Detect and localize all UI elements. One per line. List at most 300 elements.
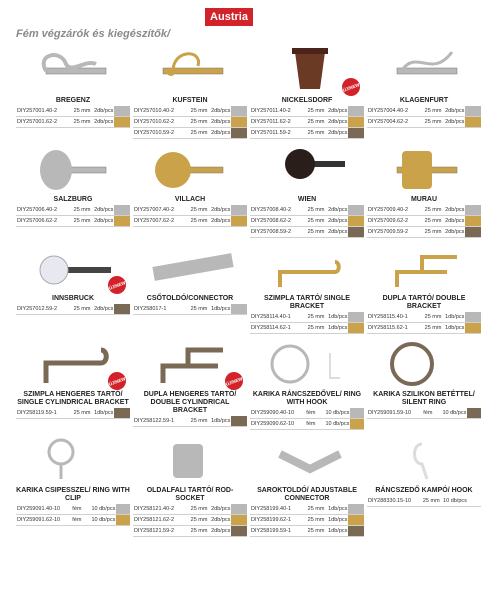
sku-row <box>367 323 481 334</box>
finish-swatch <box>231 515 247 525</box>
size-value: 25 mm <box>307 205 327 216</box>
product-image <box>367 143 481 195</box>
finish-swatch <box>348 515 364 525</box>
product-image-wrap <box>16 143 130 195</box>
product-name: DUPLA HENGERES TARTÓ/ DOUBLE CYLINDRICAL BRACKET <box>143 391 237 414</box>
pack-value: 10 db/pcs <box>441 408 467 419</box>
sku-code: DIY258119.59-1 <box>16 408 73 419</box>
size-value: fém <box>305 408 324 419</box>
pack-value: 2db/pcs <box>444 205 465 216</box>
sku-code: DIY257010.40-2 <box>133 106 190 117</box>
new-badge: ÚJ/NEW <box>105 369 128 392</box>
product-image <box>250 434 364 486</box>
finish-swatch <box>231 117 247 127</box>
finish-swatch <box>465 323 481 333</box>
product-image <box>367 338 481 390</box>
pack-value: 2db/pcs <box>327 227 348 238</box>
product-name: KARIKA CSIPESSZEL/ RING WITH CLIP <box>16 487 130 502</box>
sku-table <box>250 205 364 238</box>
sku-row <box>133 304 247 315</box>
sku-code: DIY259091.62-10 <box>16 515 71 526</box>
finish-cell <box>231 515 247 526</box>
finish-cell <box>231 304 247 315</box>
size-value: 25 mm <box>190 504 210 515</box>
product-card[interactable] <box>133 143 247 238</box>
size-value: 25 mm <box>307 216 327 227</box>
finish-cell <box>465 106 481 117</box>
size-value: 25 mm <box>424 216 444 227</box>
product-card[interactable] <box>133 338 247 430</box>
product-card[interactable] <box>367 434 481 537</box>
finish-cell <box>231 416 247 427</box>
pack-value: 1db/pcs <box>444 312 465 323</box>
finish-swatch <box>465 312 481 322</box>
product-image-wrap <box>133 143 247 195</box>
sku-code: DIY257007.62-2 <box>133 216 190 227</box>
size-value: 25 mm <box>424 205 444 216</box>
product-card[interactable] <box>16 143 130 238</box>
size-value: 25 mm <box>190 117 210 128</box>
pack-value: 2db/pcs <box>93 106 114 117</box>
product-card[interactable] <box>250 338 364 430</box>
finish-cell <box>231 117 247 128</box>
sku-code: DIY257011.59-2 <box>250 128 307 139</box>
finish-swatch <box>114 408 130 418</box>
size-value: 25 mm <box>190 106 210 117</box>
sku-table <box>133 106 247 139</box>
finish-cell <box>350 419 364 430</box>
sku-code: DIY257012.59-2 <box>16 304 73 315</box>
product-image-wrap <box>250 143 364 195</box>
size-value: 25 mm <box>73 304 93 315</box>
product-row <box>16 143 481 238</box>
sku-code: DIY258017-1 <box>133 304 190 315</box>
size-value: 25 mm <box>424 323 444 334</box>
finish-cell <box>231 216 247 227</box>
finish-cell <box>231 504 247 515</box>
sku-row <box>250 504 364 515</box>
product-card[interactable] <box>16 44 130 139</box>
sku-table <box>367 408 481 419</box>
sku-row <box>367 106 481 117</box>
sku-row <box>133 515 247 526</box>
product-name: NICKELSDORF <box>281 97 333 104</box>
size-value: 25 mm <box>73 117 93 128</box>
finish-swatch <box>465 205 481 215</box>
product-card[interactable] <box>133 44 247 139</box>
sku-code: DIY259090.40-10 <box>250 408 305 419</box>
sku-row <box>133 504 247 515</box>
sku-code: DIY257009.40-2 <box>367 205 424 216</box>
sku-code: DIY258115.62-1 <box>367 323 424 334</box>
finish-swatch <box>467 408 481 418</box>
size-value: 25 mm <box>307 227 327 238</box>
pack-value: 2db/pcs <box>210 128 231 139</box>
product-row <box>16 434 481 537</box>
size-value: 25 mm <box>190 526 210 537</box>
sku-row <box>16 408 130 419</box>
size-value: 25 mm <box>307 117 327 128</box>
product-card[interactable] <box>250 434 364 537</box>
product-card[interactable] <box>367 338 481 430</box>
sku-table <box>133 205 247 227</box>
sku-row <box>16 515 130 526</box>
finish-cell <box>348 205 364 216</box>
sku-row <box>250 106 364 117</box>
product-name: SZIMPLA TARTÓ/ SINGLE BRACKET <box>264 295 350 310</box>
pack-value: 10 db/pcs <box>324 419 350 430</box>
finish-cell <box>465 312 481 323</box>
sku-code: DIY258122.59-1 <box>133 416 190 427</box>
sku-row <box>16 504 130 515</box>
pack-value: 1db/pcs <box>327 515 348 526</box>
finish-swatch <box>348 504 364 514</box>
size-value: 25 mm <box>190 216 210 227</box>
sku-row <box>250 408 364 419</box>
pack-value: 2db/pcs <box>327 117 348 128</box>
finish-swatch <box>231 526 247 536</box>
sku-code: DIY257009.59-2 <box>367 227 424 238</box>
sku-row <box>133 526 247 537</box>
product-image <box>16 143 130 195</box>
finish-swatch <box>465 216 481 226</box>
sku-code: DIY257001.62-2 <box>16 117 73 128</box>
sku-table <box>16 408 130 419</box>
product-name: WIEN <box>297 196 317 203</box>
product-card[interactable] <box>250 143 364 238</box>
pack-value: 2db/pcs <box>93 117 114 128</box>
sku-table <box>250 106 364 139</box>
finish-swatch <box>231 128 247 138</box>
pack-value: 2db/pcs <box>327 128 348 139</box>
pack-value: 1db/pcs <box>327 526 348 537</box>
sku-code: DIY257004.40-2 <box>367 106 424 117</box>
sku-row <box>250 128 364 139</box>
product-card[interactable] <box>250 242 364 334</box>
product-name: BREGENZ <box>55 97 91 104</box>
finish-cell <box>348 216 364 227</box>
sku-code: DIY259090.62-10 <box>250 419 305 430</box>
finish-swatch <box>114 117 130 127</box>
product-name: MURAU <box>410 196 438 203</box>
size-value: 25 mm <box>424 106 444 117</box>
finish-swatch <box>231 504 247 514</box>
finish-swatch <box>114 216 130 226</box>
finish-cell <box>114 117 130 128</box>
product-name: SAROKTOLDÓ/ ADJUSTABLE CONNECTOR <box>257 487 357 502</box>
product-card[interactable] <box>367 242 481 334</box>
finish-cell <box>348 128 364 139</box>
pack-value: 1db/pcs <box>210 416 231 427</box>
finish-swatch <box>348 323 364 333</box>
finish-swatch <box>348 128 364 138</box>
sku-code: DIY257009.62-2 <box>367 216 424 227</box>
finish-swatch <box>231 416 247 426</box>
finish-swatch <box>350 408 364 418</box>
pack-value: 10 db/pcs <box>90 515 116 526</box>
finish-swatch <box>348 227 364 237</box>
size-value: 25 mm <box>424 312 444 323</box>
product-name: KUFSTEIN <box>172 97 208 104</box>
finish-swatch <box>231 106 247 116</box>
size-value: 25 mm <box>307 106 327 117</box>
sku-row <box>250 323 364 334</box>
sku-row <box>367 117 481 128</box>
pack-value: 10 db/pcs <box>90 504 116 515</box>
product-card[interactable] <box>133 434 247 537</box>
product-name: SALZBURG <box>53 196 93 203</box>
pack-value: 10 db/pcs <box>324 408 350 419</box>
finish-swatch <box>231 216 247 226</box>
product-image <box>133 242 247 294</box>
sku-code: DIY258199.59-1 <box>250 526 307 537</box>
pack-value: 2db/pcs <box>444 227 465 238</box>
pack-value: 2db/pcs <box>93 304 114 315</box>
product-image-wrap <box>133 44 247 96</box>
pack-value: 1db/pcs <box>210 304 231 315</box>
pack-value: 2db/pcs <box>327 216 348 227</box>
sku-code: DIY258121.62-2 <box>133 515 190 526</box>
product-row <box>16 44 481 139</box>
sku-row <box>133 205 247 216</box>
finish-swatch <box>348 205 364 215</box>
sku-code: DIY257001.40-2 <box>16 106 73 117</box>
size-value: 25 mm <box>424 117 444 128</box>
finish-cell <box>465 323 481 334</box>
sku-row <box>133 216 247 227</box>
pack-value: 2db/pcs <box>210 205 231 216</box>
finish-cell <box>468 496 481 507</box>
size-value: 25 mm <box>73 216 93 227</box>
finish-swatch <box>231 205 247 215</box>
product-grid <box>16 44 481 541</box>
sku-row <box>133 106 247 117</box>
pack-value: 2db/pcs <box>93 205 114 216</box>
finish-swatch <box>114 304 130 314</box>
finish-swatch <box>348 216 364 226</box>
sku-table <box>367 312 481 334</box>
sku-table <box>16 205 130 227</box>
product-card[interactable] <box>133 242 247 334</box>
product-card[interactable] <box>16 338 130 430</box>
size-value: 25 mm <box>422 496 442 507</box>
new-badge: ÚJ/NEW <box>105 273 128 296</box>
sku-row <box>133 128 247 139</box>
finish-cell <box>231 205 247 216</box>
product-image <box>367 44 481 96</box>
sku-table <box>250 408 364 430</box>
product-image <box>367 434 481 486</box>
size-value: fém <box>422 408 441 419</box>
finish-cell <box>465 205 481 216</box>
pack-value: 2db/pcs <box>210 526 231 537</box>
product-name: DUPLA TARTÓ/ DOUBLE BRACKET <box>382 295 466 310</box>
sku-row <box>367 227 481 238</box>
size-value: 25 mm <box>424 227 444 238</box>
product-row <box>16 338 481 430</box>
sku-code: DIY288330.15-10 <box>367 496 422 507</box>
finish-cell <box>348 515 364 526</box>
pack-value: 2db/pcs <box>210 515 231 526</box>
sku-table <box>133 416 247 427</box>
finish-cell <box>114 408 130 419</box>
product-name: KLAGENFURT <box>399 97 449 104</box>
product-name: INNSBRUCK <box>52 295 94 302</box>
pack-value: 10 db/pcs <box>442 496 468 507</box>
finish-cell <box>348 117 364 128</box>
sku-code: DIY257007.40-2 <box>133 205 190 216</box>
pack-value: 2db/pcs <box>444 117 465 128</box>
sku-table <box>367 106 481 128</box>
sku-row <box>133 416 247 427</box>
size-value: 25 mm <box>307 128 327 139</box>
size-value: 25 mm <box>307 323 327 334</box>
size-value: 25 mm <box>190 205 210 216</box>
new-badge: ÚJ/NEW <box>222 369 245 392</box>
finish-cell <box>116 515 130 526</box>
finish-swatch <box>114 205 130 215</box>
finish-swatch <box>348 106 364 116</box>
finish-swatch <box>348 526 364 536</box>
sku-code: DIY258121.59-2 <box>133 526 190 537</box>
product-card[interactable] <box>250 44 364 139</box>
size-value: 25 mm <box>73 106 93 117</box>
sku-row <box>250 205 364 216</box>
sku-code: DIY257008.40-2 <box>250 205 307 216</box>
sku-row <box>367 496 481 507</box>
product-image-wrap <box>367 434 481 486</box>
product-card[interactable] <box>16 242 130 334</box>
sku-code: DIY257008.62-2 <box>250 216 307 227</box>
finish-swatch <box>465 227 481 237</box>
sku-row <box>367 312 481 323</box>
pack-value: 2db/pcs <box>210 216 231 227</box>
sku-table <box>16 106 130 128</box>
pack-value: 2db/pcs <box>210 504 231 515</box>
sku-code: DIY257006.62-2 <box>16 216 73 227</box>
section-title: Fém végzárók és kiegészítők/ <box>16 28 171 40</box>
product-name: VILLACH <box>174 196 206 203</box>
sku-row <box>367 216 481 227</box>
sku-row <box>250 419 364 430</box>
finish-cell <box>114 106 130 117</box>
sku-row <box>16 304 130 315</box>
size-value: 25 mm <box>307 526 327 537</box>
product-name: KARIKA SZILIKON BETÉTTEL/ SILENT RING <box>373 391 475 406</box>
product-image <box>367 242 481 294</box>
pack-value: 1db/pcs <box>444 323 465 334</box>
new-badge: ÚJ/NEW <box>339 75 362 98</box>
sku-row <box>367 408 481 419</box>
country-badge: Austria <box>205 8 253 26</box>
product-image <box>133 44 247 96</box>
sku-row <box>133 117 247 128</box>
sku-row <box>367 205 481 216</box>
sku-code: DIY258115.40-1 <box>367 312 424 323</box>
sku-table <box>250 504 364 537</box>
sku-table <box>367 496 481 507</box>
sku-code: DIY257006.40-2 <box>16 205 73 216</box>
product-image <box>250 143 364 195</box>
product-image-wrap <box>367 143 481 195</box>
finish-cell <box>231 128 247 139</box>
size-value: 25 mm <box>190 304 210 315</box>
product-image-wrap <box>250 434 364 486</box>
sku-table <box>16 304 130 315</box>
sku-code: DIY257011.62-2 <box>250 117 307 128</box>
product-name: CSŐTOLDÓ/CONNECTOR <box>146 295 234 302</box>
finish-cell <box>231 106 247 117</box>
sku-row <box>16 205 130 216</box>
product-image <box>133 143 247 195</box>
finish-cell <box>114 216 130 227</box>
size-value: 25 mm <box>307 504 327 515</box>
finish-cell <box>348 504 364 515</box>
pack-value: 2db/pcs <box>444 216 465 227</box>
product-image-wrap <box>250 242 364 294</box>
pack-value: 1db/pcs <box>327 323 348 334</box>
finish-swatch <box>114 106 130 116</box>
sku-row <box>250 216 364 227</box>
sku-row <box>16 216 130 227</box>
sku-code: DIY257004.62-2 <box>367 117 424 128</box>
sku-code: DIY258199.62-1 <box>250 515 307 526</box>
pack-value: 2db/pcs <box>93 216 114 227</box>
pack-value: 2db/pcs <box>210 106 231 117</box>
product-row <box>16 242 481 334</box>
sku-code: DIY257010.62-2 <box>133 117 190 128</box>
product-card[interactable] <box>16 434 130 537</box>
product-name: KARIKA RÁNCSZEDŐVEL/ RING WITH HOOK <box>252 391 362 406</box>
product-image <box>250 338 364 390</box>
sku-code: DIY258199.40-1 <box>250 504 307 515</box>
size-value: fém <box>71 515 90 526</box>
pack-value: 1db/pcs <box>327 312 348 323</box>
finish-swatch <box>116 515 130 525</box>
sku-row <box>250 312 364 323</box>
size-value: 25 mm <box>307 515 327 526</box>
finish-swatch <box>465 106 481 116</box>
size-value: 25 mm <box>190 515 210 526</box>
pack-value: 2db/pcs <box>327 106 348 117</box>
finish-cell <box>467 408 481 419</box>
finish-cell <box>465 216 481 227</box>
sku-row <box>250 117 364 128</box>
product-image-wrap <box>16 434 130 486</box>
sku-row <box>250 515 364 526</box>
finish-cell <box>114 205 130 216</box>
product-image <box>133 434 247 486</box>
sku-table <box>250 312 364 334</box>
finish-swatch <box>348 117 364 127</box>
sku-table <box>133 504 247 537</box>
product-image-wrap <box>16 44 130 96</box>
sku-code: DIY257008.59-2 <box>250 227 307 238</box>
product-image-wrap <box>250 338 364 390</box>
product-card[interactable] <box>367 143 481 238</box>
size-value: 25 mm <box>307 312 327 323</box>
finish-cell <box>348 526 364 537</box>
finish-swatch <box>348 312 364 322</box>
pack-value: 2db/pcs <box>444 106 465 117</box>
size-value: fém <box>305 419 324 430</box>
finish-cell <box>465 227 481 238</box>
finish-cell <box>348 227 364 238</box>
product-image-wrap <box>367 44 481 96</box>
size-value: 25 mm <box>190 128 210 139</box>
product-card[interactable] <box>367 44 481 139</box>
finish-cell <box>348 312 364 323</box>
